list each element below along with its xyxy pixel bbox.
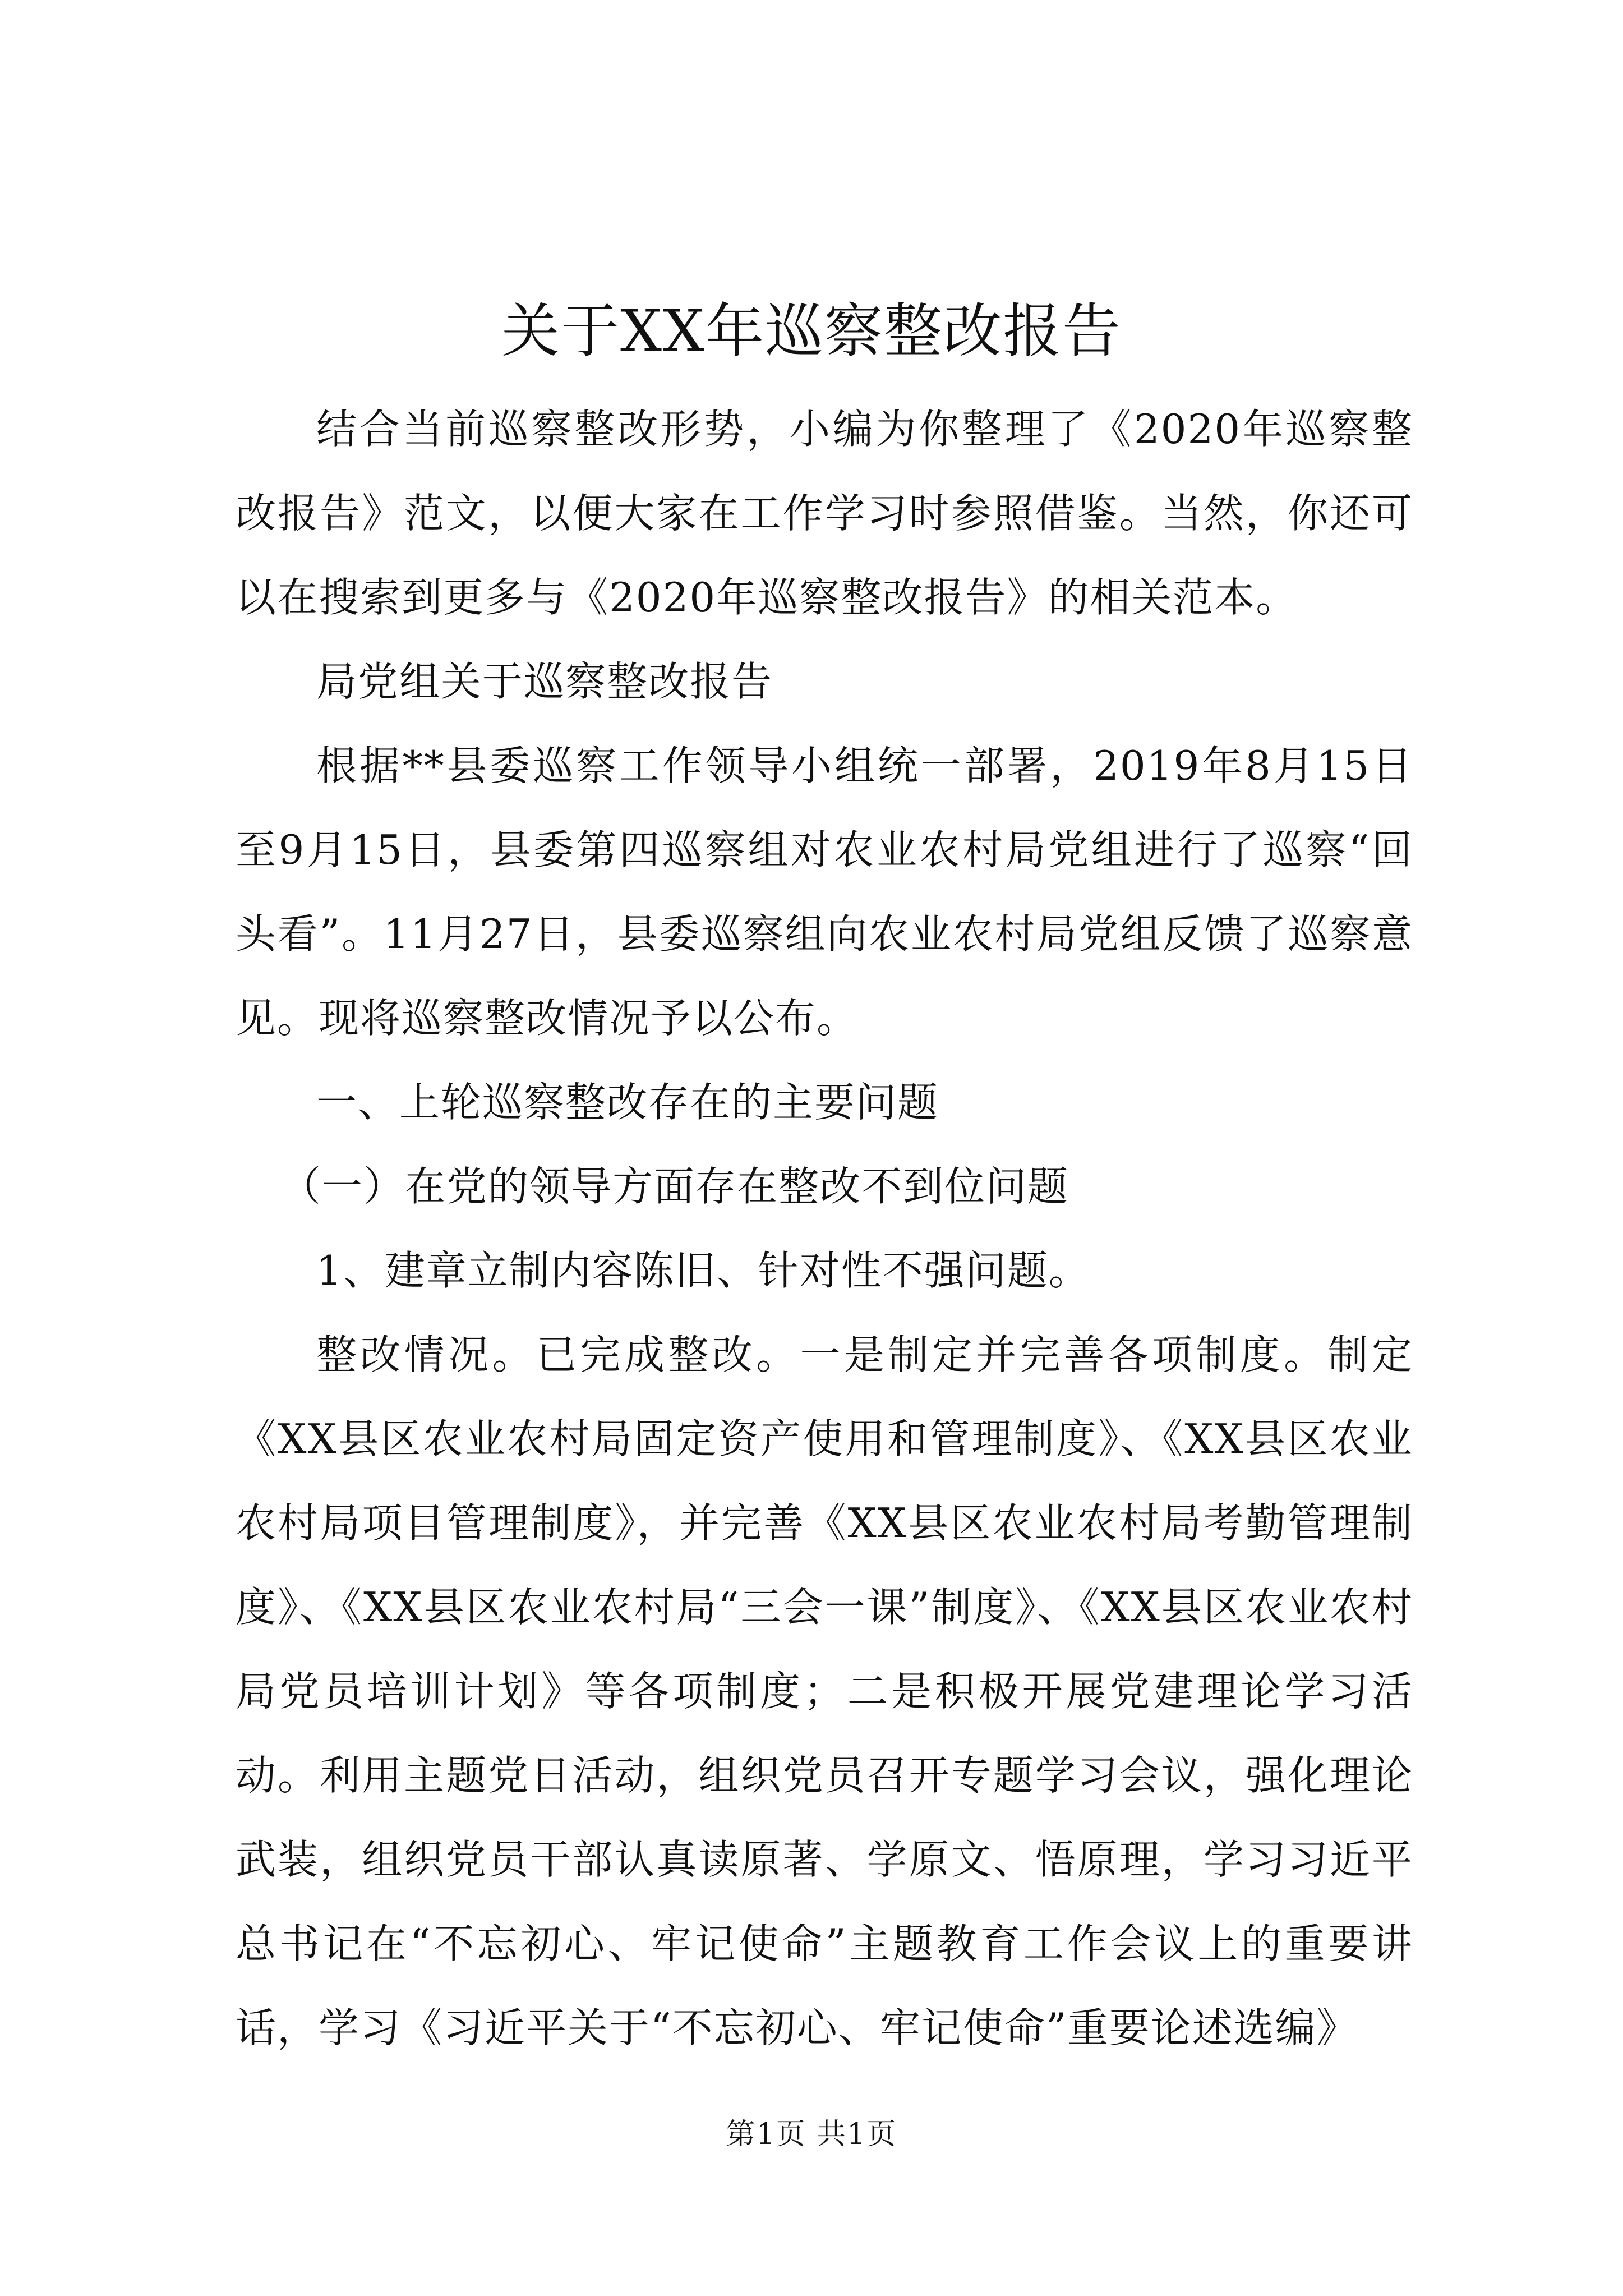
intro-paragraph: 结合当前巡察整改形势，小编为你整理了《2020年巡察整改报告》范文，以便大家在工作学习时参照借鉴。当然，你还可以在搜索到更多与《2020年巡察整改报告》的相关范本。 xyxy=(236,406,1413,621)
document-title: 关于XX年巡察整改报告 xyxy=(501,297,1122,365)
page-number-label: 第1页 共1页 xyxy=(726,2118,897,2151)
background-paragraph: 根据**县委巡察工作领导小组统一部署，2019年8月15日至9月15日，县委第四巡察组对农业农村局党组进行了巡察“回头看”。11月27日，县委巡察组向农业农村局党组反馈了巡察意见。现将巡察整改情况予以公布。 xyxy=(236,742,1413,1042)
document-body xyxy=(236,387,1413,2070)
page-footer xyxy=(0,2115,1623,2154)
level3-heading: 1、建章立制内容陈旧、针对性不强问题。 xyxy=(316,1247,1090,1294)
rectification-paragraph: 整改情况。已完成整改。一是制定并完善各项制度。制定《XX县区农业农村局固定资产使用和管理制度》、《XX县区农业农村局项目管理制度》，并完善《XX县区农业农村局考勤管理制度》、《XX县区农业农村局“三会一课”制度》、《XX县区农业农村局党员培训计划》等各项制度；二是积极开展党建理论学习活动。利用主题党日活动，组织党员召开专题学习会议，强化理论武装，组织党员干部认真读原著、学原文、悟原理，学习习近平总书记在“不忘初心、牢记使命”主题教育工作会议上的重要讲话，学习《习近平关于“不忘初心、牢记使命”重要论述选编》 xyxy=(236,1331,1413,2051)
level1-heading: 一、上轮巡察整改存在的主要问题 xyxy=(316,1079,939,1126)
section-heading: 局党组关于巡察整改报告 xyxy=(316,658,773,705)
level2-heading: （一）在党的领导方面存在整改不到位问题 xyxy=(280,1163,1069,1210)
